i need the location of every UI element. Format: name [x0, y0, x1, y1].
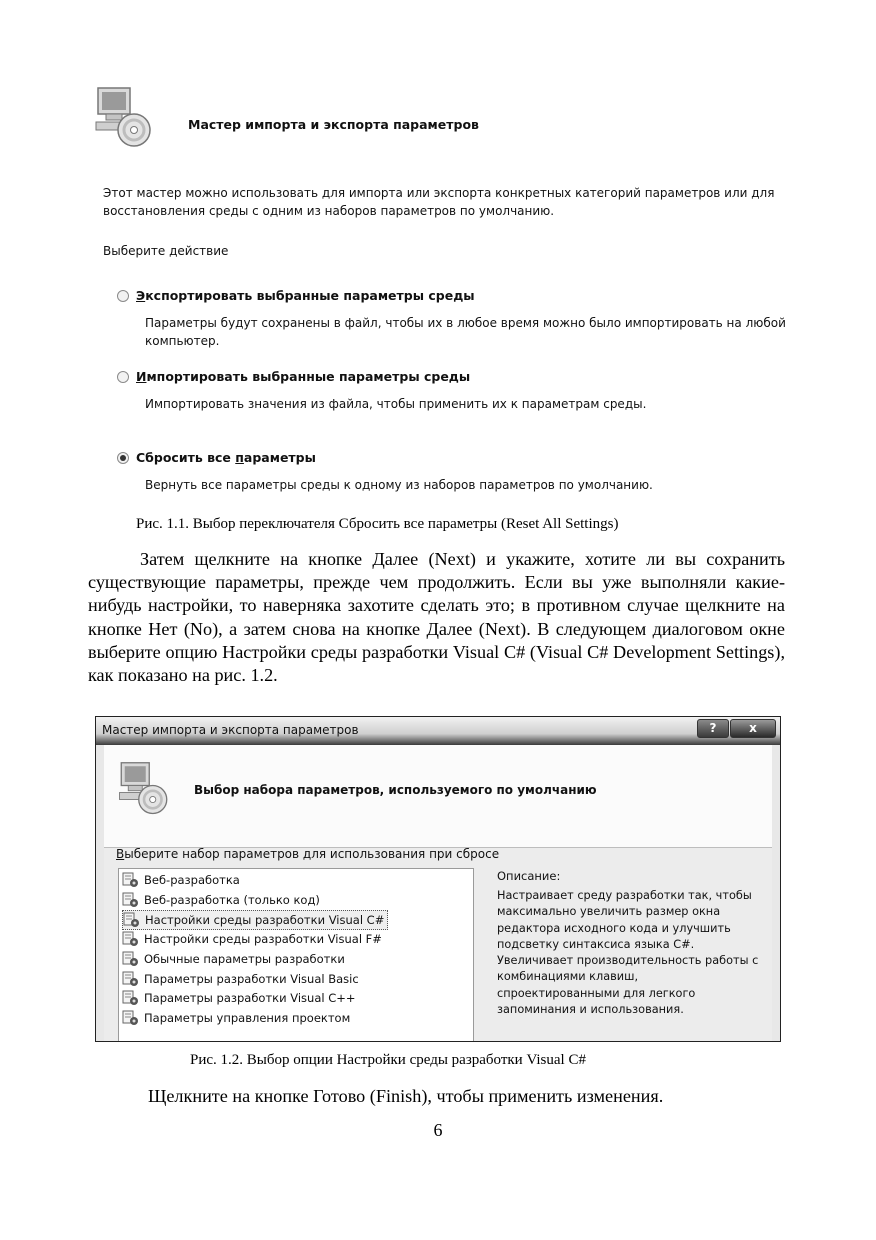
description-text: Настраивает среду разработки так, чтобы максимально увеличить размер окна редактора исходного кода и улучшить подсветку синтаксиса языка C#. Увеличивает производительность работы с комбинациями клавиш, спроектированными для легкого запоминания и использования.: [497, 889, 759, 1017]
import-option-description: Импортировать значения из файла, чтобы применить их к параметрам среды.: [145, 397, 647, 411]
reset-radio[interactable]: [117, 452, 129, 464]
wizard-title: Мастер импорта и экспорта параметров: [188, 117, 479, 132]
export-option-description: Параметры будут сохранены в файл, чтобы их в любое время можно было импортировать на любой компьютер.: [145, 316, 786, 348]
finish-instruction: Щелкните на кнопке Готово (Finish), чтобы применить изменения.: [148, 1086, 664, 1106]
export-radio[interactable]: [117, 290, 129, 302]
list-item[interactable]: [122, 950, 348, 968]
settings-file-icon: [122, 1010, 139, 1026]
figure-1-2-caption: Рис. 1.2. Выбор опции Настройки среды разработки Visual C#: [190, 1052, 586, 1068]
reset-option-label: Сбросить все параметры: [136, 450, 316, 465]
reset-option[interactable]: [117, 450, 316, 465]
list-item-label: Веб-разработка: [144, 873, 240, 887]
computer-disc-icon: [116, 761, 172, 817]
list-item[interactable]: [122, 891, 323, 909]
choose-action-label: Выберите действие: [103, 244, 229, 258]
settings-list-label: Выберите набор параметров для использования при сбросе: [116, 847, 500, 861]
dialog-heading: Выбор набора параметров, используемого по умолчанию: [194, 783, 597, 797]
list-item[interactable]: [122, 1009, 353, 1027]
computer-disc-icon: [92, 86, 156, 150]
settings-file-icon: [122, 951, 139, 967]
description-label: Описание:: [497, 869, 561, 883]
list-item-label: Обычные параметры разработки: [144, 952, 345, 966]
page-number: 6: [433, 1120, 443, 1140]
figure-1-1-caption: Рис. 1.1. Выбор переключателя Сбросить все параметры (Reset All Settings): [136, 516, 619, 532]
list-item-label: Параметры разработки Visual Basic: [144, 972, 359, 986]
settings-file-icon: [122, 872, 139, 888]
import-option-label: Импортировать выбранные параметры среды: [136, 369, 471, 384]
reset-option-description: Вернуть все параметры среды к одному из наборов параметров по умолчанию.: [145, 478, 653, 492]
body-paragraph: Затем щелкните на кнопке Далее (Next) и укажите, хотите ли вы сохранить существующие параметры, прежде чем продолжить. Если вы уже выполняли какие-нибудь настройки, то наверняка захотите сделать это; в противном случае щелкните на кнопке Нет (No), а затем снова на кнопке Далее (Next). В следующем диалоговом окне выберите опцию Настройки среды разработки Visual C# (Visual C# Development Settings), как показано на рис. 1.2.: [88, 549, 785, 686]
settings-file-icon: [122, 990, 139, 1006]
wizard-intro: Этот мастер можно использовать для импорта или экспорта конкретных категорий параметров или для восстановления среды с одним из наборов параметров по умолчанию.: [103, 186, 775, 218]
list-item-label: Настройки среды разработки Visual C#: [145, 913, 385, 927]
settings-dialog: [95, 716, 781, 1042]
dialog-title: Мастер импорта и экспорта параметров: [102, 723, 359, 737]
list-item-label: Веб-разработка (только код): [144, 893, 320, 907]
close-button[interactable]: x: [730, 719, 776, 738]
list-item[interactable]: [122, 930, 385, 948]
export-option[interactable]: [117, 288, 475, 303]
list-item[interactable]: [122, 989, 359, 1007]
settings-file-icon: [122, 931, 139, 947]
list-item-label: Параметры управления проектом: [144, 1011, 351, 1025]
import-radio[interactable]: [117, 371, 129, 383]
export-option-label: Экспортировать выбранные параметры среды: [136, 288, 475, 303]
settings-file-icon: [123, 912, 140, 928]
list-item-label: Параметры разработки Visual C++: [144, 991, 356, 1005]
list-item-selected[interactable]: [122, 910, 388, 930]
list-item[interactable]: [122, 970, 362, 988]
settings-file-icon: [122, 971, 139, 987]
list-item-label: Настройки среды разработки Visual F#: [144, 932, 382, 946]
settings-file-icon: [122, 892, 139, 908]
import-option[interactable]: [117, 369, 470, 384]
help-button[interactable]: ?: [697, 719, 729, 738]
dialog-titlebar: [96, 717, 780, 745]
list-item[interactable]: [122, 871, 243, 889]
